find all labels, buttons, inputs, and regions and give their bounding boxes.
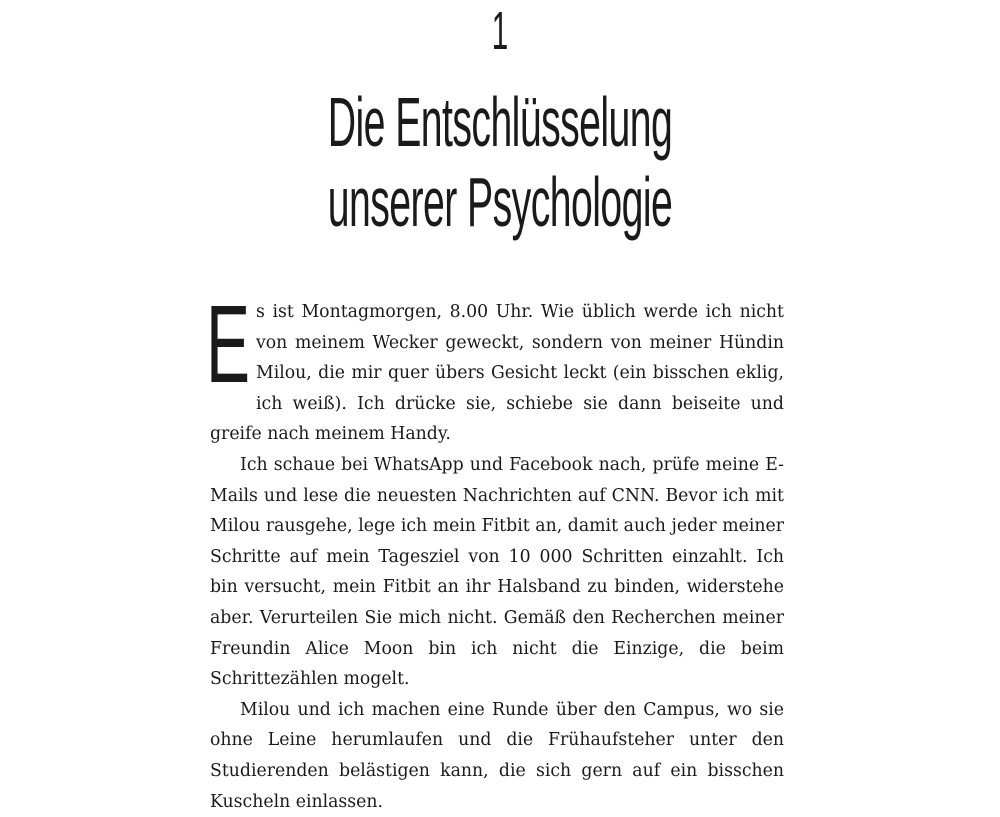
paragraph-1-text: s ist Montagmorgen, 8.00 Uhr. Wie üblich werde ich nicht von meinem Wecker geweckt, sondern von meiner Hündin Milou, die mir quer übers Gesicht leckt (ein bisschen eklig, ich weiß). Ich drücke sie, schiebe sie dann beiseite und greife nach meinem Handy. (210, 302, 784, 445)
paragraph-2: Ich schaue bei WhatsApp und Facebook nach, prüfe meine E-Mails und lese die neuesten Nachrichten auf CNN. Bevor ich mit Milou rausgehe, lege ich mein Fitbit an, damit auch jeder meiner Schritte auf mein Tagesziel von 10 000 Schritten einzahlt. Ich bin versucht, mein Fitbit an ihr Halsband zu binden, widerstehe aber. Verurteilen Sie mich nicht. Gemäß den Recherchen meiner Freundin Alice Moon bin ich nicht die Einzige, die beim Schrittezählen mogelt. (210, 454, 784, 690)
chapter-title (220, 82, 780, 242)
body-text (206, 283, 784, 817)
drop-cap: E (206, 283, 251, 406)
chapter-title-line-2: unserer Psychologie (327, 163, 673, 241)
chapter-number: 1 (491, 1, 509, 61)
chapter-title-line-1: Die Entschlüsselung (327, 83, 673, 161)
paragraph-1 (206, 283, 784, 450)
paragraph-3: Milou und ich machen eine Runde über den Campus, wo sie ohne Leine herumlaufen und die Frühaufsteher unter den Studierenden belästigen kann, die sich gern auf ein bisschen Kuscheln einlassen. (210, 699, 784, 812)
